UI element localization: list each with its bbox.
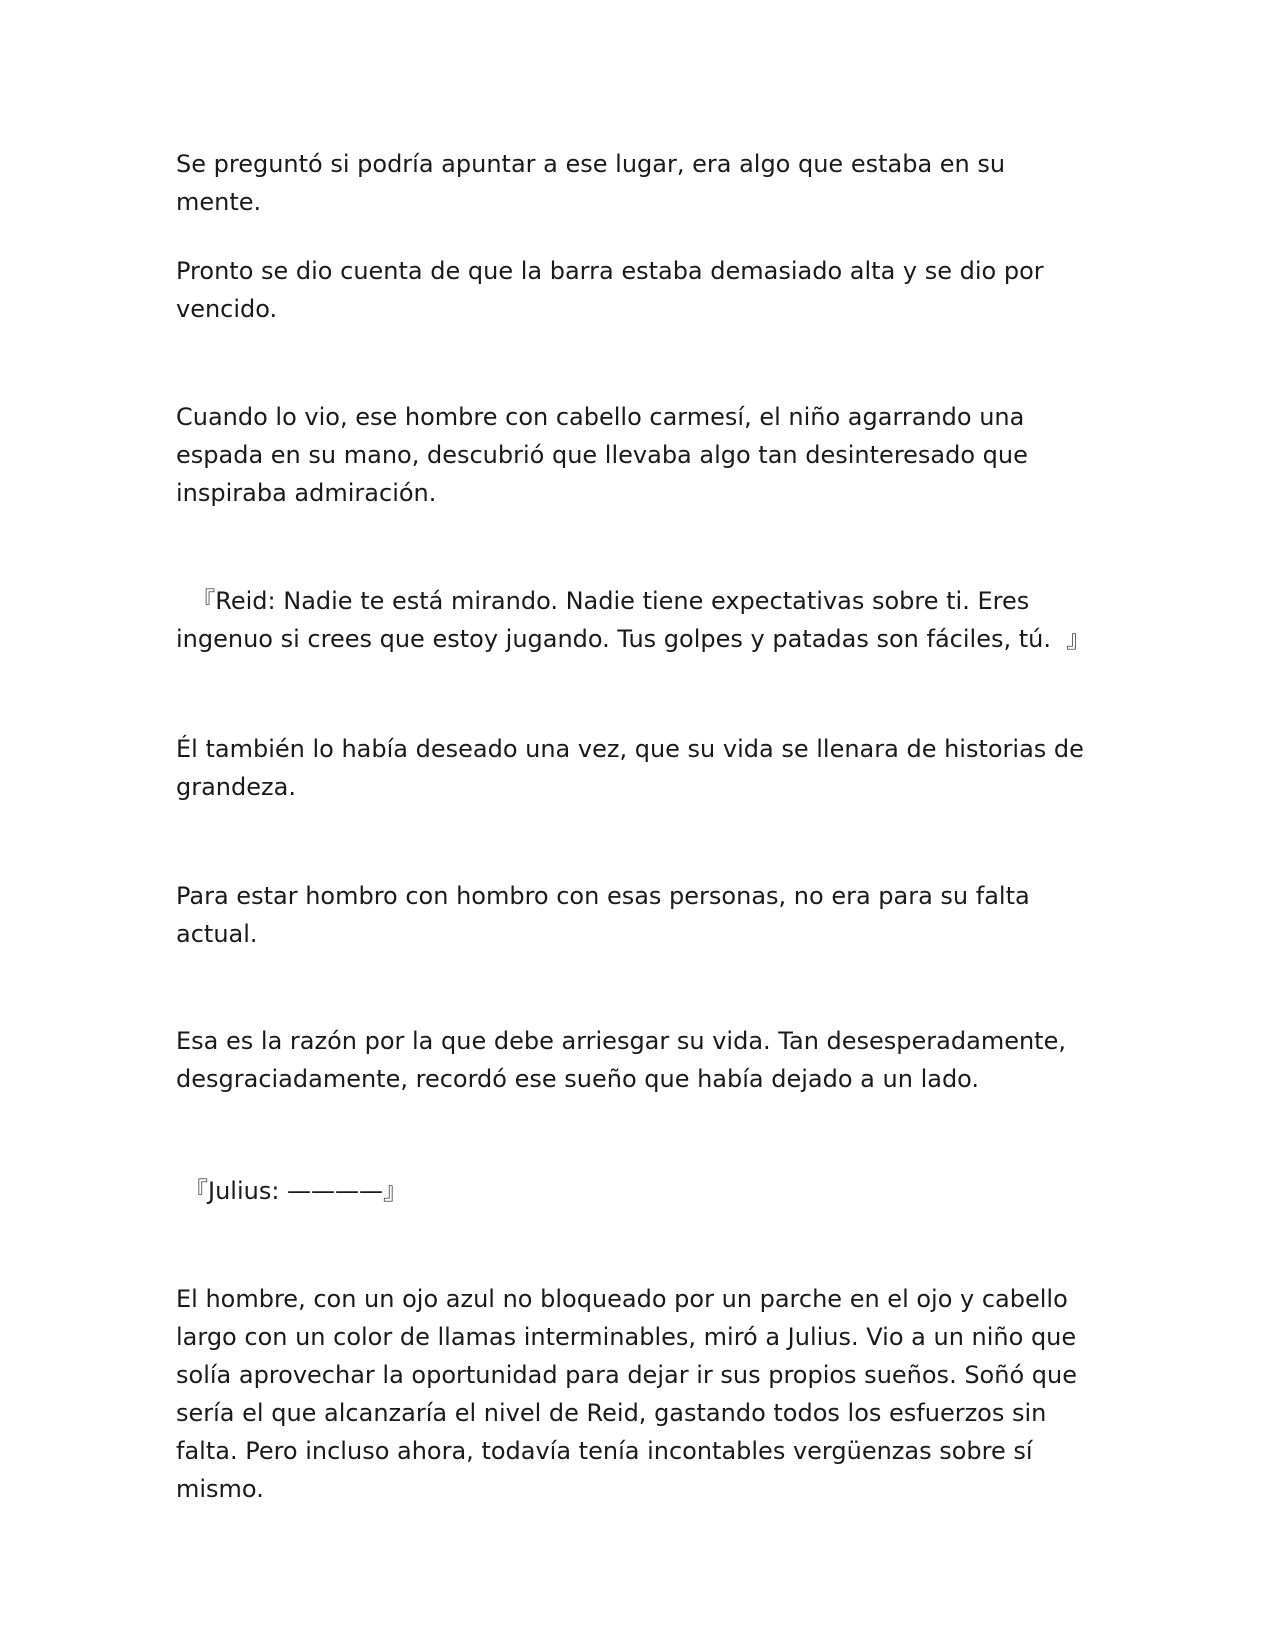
paragraph-1: Se preguntó si podría apuntar a ese lugar, era algo que estaba en su mente. [176,150,1006,216]
dialogue-julius: 『Julius: ————』 [184,1177,408,1205]
paragraph-5: Él también lo había deseado una vez, que su vida se llenara de historias de grandeza. [176,735,1084,801]
dialogue-reid: 『Reid: Nadie te está mirando. Nadie tiene expectativas sobre ti. Eres ingenuo si crees que estoy jugando. Tus golpes y patadas son fáciles, tú. 』 [176,587,1091,653]
paragraph-3: Cuando lo vio, ese hombre con cabello carmesí, el niño agarrando una espada en su mano, descubrió que llevaba algo tan desinteresado que inspiraba admiración. [176,403,1028,507]
paragraph-2: Pronto se dio cuenta de que la barra estaba demasiado alta y se dio por vencido. [176,257,1044,323]
paragraph-9: El hombre, con un ojo azul no bloqueado por un parche en el ojo y cabello largo con un color de llamas interminables, miró a Julius. Vio a un niño que solía aprovechar la oportunidad para dejar ir sus propios sueños. Soñó que sería el que alcanzaría el nivel de Reid, gastando todos los esfuerzos sin falta. Pero incluso ahora, todavía tenía incontables vergüenzas sobre sí mismo. [176,1285,1077,1503]
paragraph-7: Esa es la razón por la que debe arriesgar su vida. Tan desesperadamente, desgraciadamente, recordó ese sueño que había dejado a un lado. [176,1027,1066,1093]
paragraph-6: Para estar hombro con hombro con esas personas, no era para su falta actual. [176,882,1030,948]
